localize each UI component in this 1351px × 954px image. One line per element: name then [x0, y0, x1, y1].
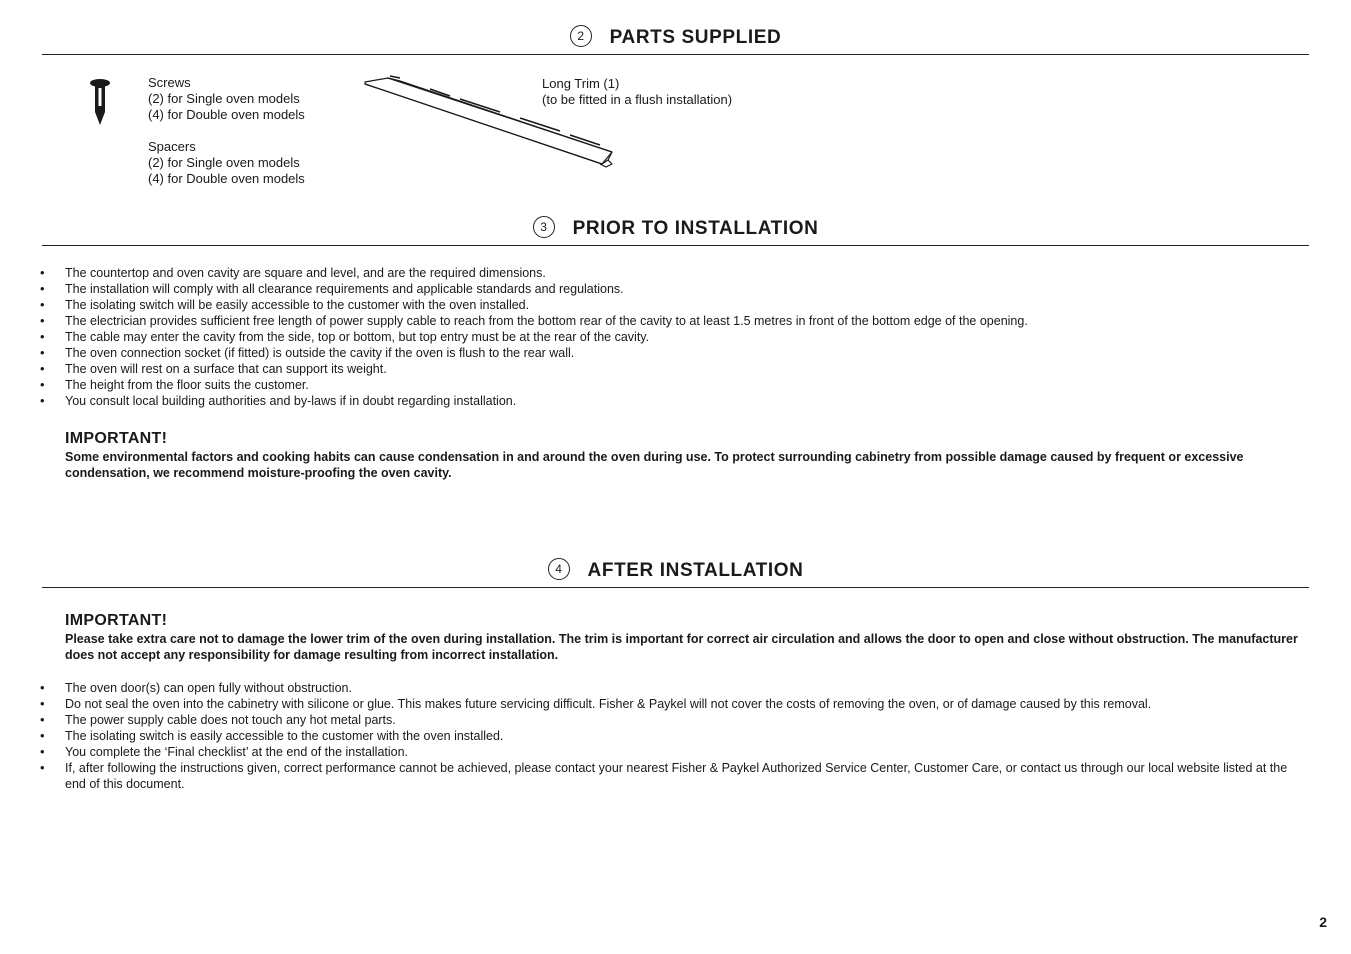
- list-item: • The countertop and oven cavity are square and level, and are the required dimensions.: [40, 265, 1300, 281]
- page-number: 2: [1319, 914, 1327, 930]
- list-item: • Do not seal the oven into the cabinetry with silicone or glue. This makes future servicing difficult. Fisher & Paykel will not cover the costs of removing the oven, or of damage caused by this removal.: [40, 696, 1300, 712]
- section-number: 3: [533, 216, 555, 238]
- long-trim-description: [542, 76, 732, 108]
- list-item: • The installation will comply with all clearance requirements and applicable standards and regulations.: [40, 281, 1300, 297]
- list-item: • The oven will rest on a surface that can support its weight.: [40, 361, 1300, 377]
- spacers-description: [148, 139, 305, 187]
- important-note-lower-trim: [65, 612, 1305, 663]
- list-item: • If, after following the instructions given, correct performance cannot be achieved, please contact your nearest Fisher & Paykel Authorized Service Center, Customer Care, or contact us through our local website listed at the end of this document.: [40, 760, 1300, 792]
- long-trim-note: (to be fitted in a flush installation): [542, 92, 733, 107]
- long-trim-title: Long Trim (1): [542, 76, 620, 91]
- section-title: AFTER INSTALLATION: [587, 560, 804, 581]
- section-header-parts-supplied: [42, 20, 1309, 55]
- spacers-line: (4) for Double oven models: [148, 171, 305, 186]
- list-item: • The height from the floor suits the customer.: [40, 377, 1300, 393]
- after-checklist: [40, 680, 1300, 792]
- list-item: • The oven door(s) can open fully without obstruction.: [40, 680, 1300, 696]
- list-item: • You consult local building authorities and by-laws if in doubt regarding installation.: [40, 393, 1300, 409]
- list-item: • The isolating switch will be easily accessible to the customer with the oven installed.: [40, 297, 1300, 313]
- important-note-condensation: [65, 430, 1305, 481]
- section-header-prior-to-installation: [42, 210, 1309, 246]
- screws-line: (2) for Single oven models: [148, 91, 300, 106]
- important-text: Some environmental factors and cooking habits can cause condensation in and around the oven during use. To protect surrounding cabinetry from possible damage caused by frequent or excessive condensation, we recommend moisture-proofing the oven cavity.: [65, 450, 1244, 480]
- section-title: PARTS SUPPLIED: [609, 27, 782, 48]
- list-item: • The power supply cable does not touch any hot metal parts.: [40, 712, 1300, 728]
- section-number: 2: [570, 25, 592, 47]
- important-heading: IMPORTANT!: [65, 430, 168, 447]
- important-text: Please take extra care not to damage the lower trim of the oven during installation. The trim is important for correct air circulation and allows the door to open and close without obstruction. The manufacturer does not accept any responsibility for damage resulting from incorrect installation.: [65, 632, 1298, 662]
- list-item: • The electrician provides sufficient free length of power supply cable to reach from the bottom rear of the cavity to at least 1.5 metres in front of the bottom edge of the opening.: [40, 313, 1300, 329]
- spacers-line: (2) for Single oven models: [148, 155, 300, 170]
- prior-checklist: [40, 265, 1300, 409]
- list-item: • The cable may enter the cavity from the side, top or bottom, but top entry must be at the rear of the cavity.: [40, 329, 1300, 345]
- list-item: • You complete the ‘Final checklist’ at the end of the installation.: [40, 744, 1300, 760]
- spacers-title: Spacers: [148, 139, 196, 154]
- screws-line: (4) for Double oven models: [148, 107, 305, 122]
- section-number: 4: [548, 558, 570, 580]
- screw-icon: [88, 78, 112, 128]
- screws-title: Screws: [148, 75, 191, 90]
- important-heading: IMPORTANT!: [65, 612, 168, 629]
- list-item: • The isolating switch is easily accessible to the customer with the oven installed.: [40, 728, 1300, 744]
- list-item: • The oven connection socket (if fitted) is outside the cavity if the oven is flush to the rear wall.: [40, 345, 1300, 361]
- section-header-after-installation: [42, 550, 1309, 588]
- screws-description: [148, 75, 305, 123]
- section-title: PRIOR TO INSTALLATION: [572, 218, 819, 239]
